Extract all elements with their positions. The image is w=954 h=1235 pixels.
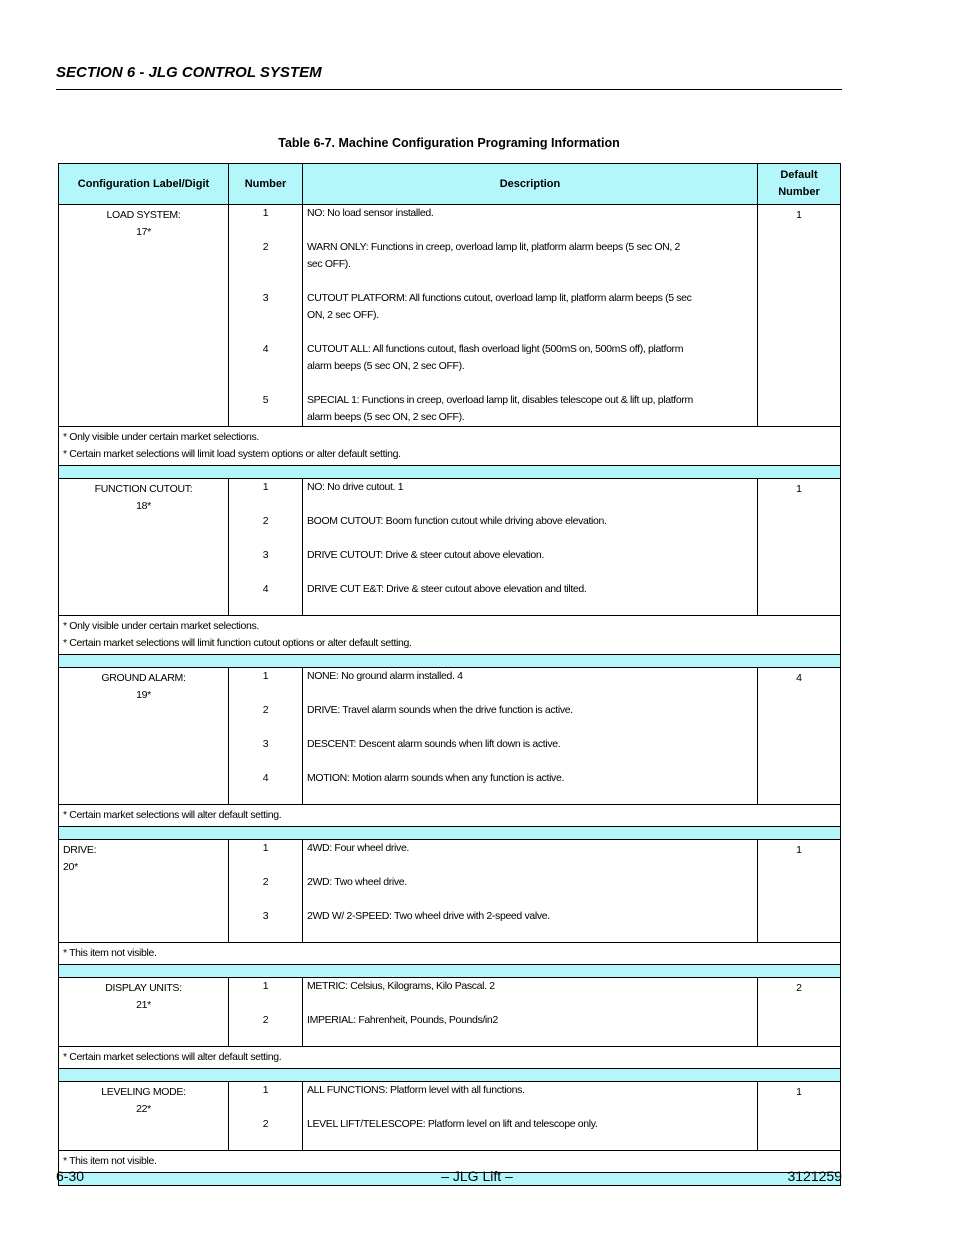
option-number: 3 [262, 738, 269, 750]
default-number-cell [758, 840, 841, 943]
option-description: BOOM CUTOUT: Boom function cutout while driving above elevation. [307, 515, 607, 527]
separator-cell [59, 655, 841, 668]
config-label-cell [59, 479, 229, 616]
option-number: 3 [262, 292, 269, 304]
footnote: * Only visible under certain market selections. [63, 431, 259, 443]
option-number: 2 [262, 1118, 269, 1130]
table-caption: Table 6-7. Machine Configuration Programing Information [278, 136, 620, 150]
config-digit: 20* [63, 861, 78, 873]
table-body [59, 205, 841, 1186]
footnote: * Only visible under certain market selections. [63, 620, 259, 632]
description-cell [303, 840, 758, 943]
description-cell [303, 1082, 758, 1151]
option-number: 5 [262, 394, 269, 406]
option-description: SPECIAL 1: Functions in creep, overload lamp lit, disables telescope out & lift up, platform alarm beeps (5 sec ON, 2 sec OFF). [307, 394, 693, 423]
footnote: * Certain market selections will limit load system options or alter default setting. [63, 448, 401, 460]
option-number: 4 [262, 583, 269, 595]
option-description: METRIC: Celsius, Kilograms, Kilo Pascal. 2 [307, 980, 495, 992]
config-label-cell [59, 978, 229, 1047]
table-row [59, 840, 841, 943]
option-description: LEVEL LIFT/TELESCOPE: Platform level on lift and telescope only. [307, 1118, 598, 1130]
config-digit: 19* [136, 689, 151, 701]
option-number: 2 [262, 241, 269, 253]
number-cell [229, 205, 303, 427]
separator-cell [59, 466, 841, 479]
option-number: 2 [262, 876, 269, 888]
option-description: MOTION: Motion alarm sounds when any function is active. [307, 772, 565, 784]
description-cell [303, 978, 758, 1047]
footnote: * Certain market selections will limit function cutout options or alter default setting. [63, 637, 412, 649]
notes-row [59, 427, 841, 466]
option-number: 1 [262, 842, 269, 854]
column-header-default: Default Number [758, 164, 841, 205]
number-cell [229, 840, 303, 943]
number-cell [229, 1082, 303, 1151]
option-number: 2 [262, 515, 269, 527]
option-description: 2WD W/ 2-SPEED: Two wheel drive with 2-speed valve. [307, 910, 550, 922]
notes-row [59, 1047, 841, 1069]
notes-row [59, 616, 841, 655]
separator-cell [59, 965, 841, 978]
footnote: * This item not visible. [63, 947, 157, 959]
page-number: 6-30 [56, 1168, 85, 1184]
option-description: NO: No drive cutout. 1 [307, 481, 404, 493]
option-number: 2 [262, 704, 269, 716]
table-row [59, 668, 841, 805]
option-number: 4 [262, 343, 269, 355]
separator-row [59, 827, 841, 840]
table-row [59, 479, 841, 616]
page-header [56, 64, 842, 81]
separator-cell [59, 827, 841, 840]
config-label: GROUND ALARM: [101, 672, 186, 684]
column-header-description: Description [303, 164, 758, 205]
config-label: DISPLAY UNITS: [105, 982, 182, 994]
notes-cell [59, 427, 841, 466]
option-description: CUTOUT PLATFORM: All functions cutout, overload lamp lit, platform alarm beeps (5 sec ON, 2 sec OFF). [307, 292, 692, 321]
notes-cell [59, 805, 841, 827]
option-description: WARN ONLY: Functions in creep, overload lamp lit, platform alarm beeps (5 sec ON, 2 sec OFF). [307, 241, 681, 270]
option-number: 3 [262, 910, 269, 922]
footnote: * Certain market selections will alter default setting. [63, 1051, 282, 1063]
config-digit: 22* [136, 1103, 151, 1115]
notes-cell [59, 1047, 841, 1069]
notes-row [59, 805, 841, 827]
section-title: SECTION 6 - JLG CONTROL SYSTEM [56, 64, 322, 81]
description-cell [303, 668, 758, 805]
separator-row [59, 466, 841, 479]
default-number: 2 [796, 982, 802, 994]
table-row [59, 1082, 841, 1151]
config-digit: 17* [136, 226, 151, 238]
number-cell [229, 668, 303, 805]
option-description: ALL FUNCTIONS: Platform level with all functions. [307, 1084, 525, 1096]
separator-row [59, 965, 841, 978]
default-number: 1 [796, 483, 802, 495]
number-cell [229, 978, 303, 1047]
option-number: 1 [262, 481, 269, 493]
option-description: DRIVE CUTOUT: Drive & steer cutout above elevation. [307, 549, 544, 561]
default-number: 1 [796, 209, 802, 221]
default-number: 1 [796, 1086, 802, 1098]
separator-row [59, 1069, 841, 1082]
option-number: 2 [262, 1014, 269, 1026]
config-label: LOAD SYSTEM: [106, 209, 181, 221]
option-description: DRIVE CUT E&T: Drive & steer cutout above elevation and tilted. [307, 583, 587, 595]
option-description: DRIVE: Travel alarm sounds when the drive function is active. [307, 704, 573, 716]
config-digit: 18* [136, 500, 151, 512]
default-number-cell [758, 1082, 841, 1151]
footer-center: – JLG Lift – [441, 1168, 513, 1184]
table-row [59, 205, 841, 427]
notes-cell [59, 616, 841, 655]
header-rule [56, 89, 842, 90]
config-label-cell [59, 840, 229, 943]
description-cell [303, 205, 758, 427]
option-description: 4WD: Four wheel drive. [307, 842, 410, 854]
option-number: 1 [262, 980, 269, 992]
document-number: 3121259 [787, 1168, 842, 1184]
default-number: 1 [796, 844, 802, 856]
option-number: 1 [262, 670, 269, 682]
table-header-row [59, 164, 841, 205]
option-number: 4 [262, 772, 269, 784]
config-label-cell [59, 1082, 229, 1151]
number-cell [229, 479, 303, 616]
option-description: CUTOUT ALL: All functions cutout, flash overload light (500mS on, 500mS off), platform alarm beeps (5 sec ON, 2 sec OFF). [307, 343, 684, 372]
config-label-cell [59, 668, 229, 805]
description-cell [303, 479, 758, 616]
default-number-cell [758, 668, 841, 805]
default-number-cell [758, 205, 841, 427]
configuration-table [58, 163, 841, 1186]
separator-row [59, 655, 841, 668]
default-number-cell [758, 479, 841, 616]
config-label-cell [59, 205, 229, 427]
option-description: IMPERIAL: Fahrenheit, Pounds, Pounds/in2 [307, 1014, 498, 1026]
option-description: 2WD: Two wheel drive. [307, 876, 407, 888]
config-digit: 21* [136, 999, 151, 1011]
option-number: 1 [262, 207, 269, 219]
config-label: DRIVE: [63, 844, 97, 856]
separator-cell [59, 1069, 841, 1082]
option-description: NONE: No ground alarm installed. 4 [307, 670, 463, 682]
option-number: 1 [262, 1084, 269, 1096]
config-label: LEVELING MODE: [101, 1086, 186, 1098]
option-description: NO: No load sensor installed. [307, 207, 434, 219]
notes-cell [59, 943, 841, 965]
table-row [59, 978, 841, 1047]
notes-row [59, 943, 841, 965]
default-number-cell [758, 978, 841, 1047]
option-number: 3 [262, 549, 269, 561]
footnote: * Certain market selections will alter default setting. [63, 809, 282, 821]
default-number: 4 [796, 672, 802, 684]
option-description: DESCENT: Descent alarm sounds when lift down is active. [307, 738, 561, 750]
column-header-number: Number [229, 164, 303, 205]
column-header-label: Configuration Label/Digit [59, 164, 229, 205]
footnote: * This item not visible. [63, 1155, 157, 1167]
config-label: FUNCTION CUTOUT: [94, 483, 193, 495]
